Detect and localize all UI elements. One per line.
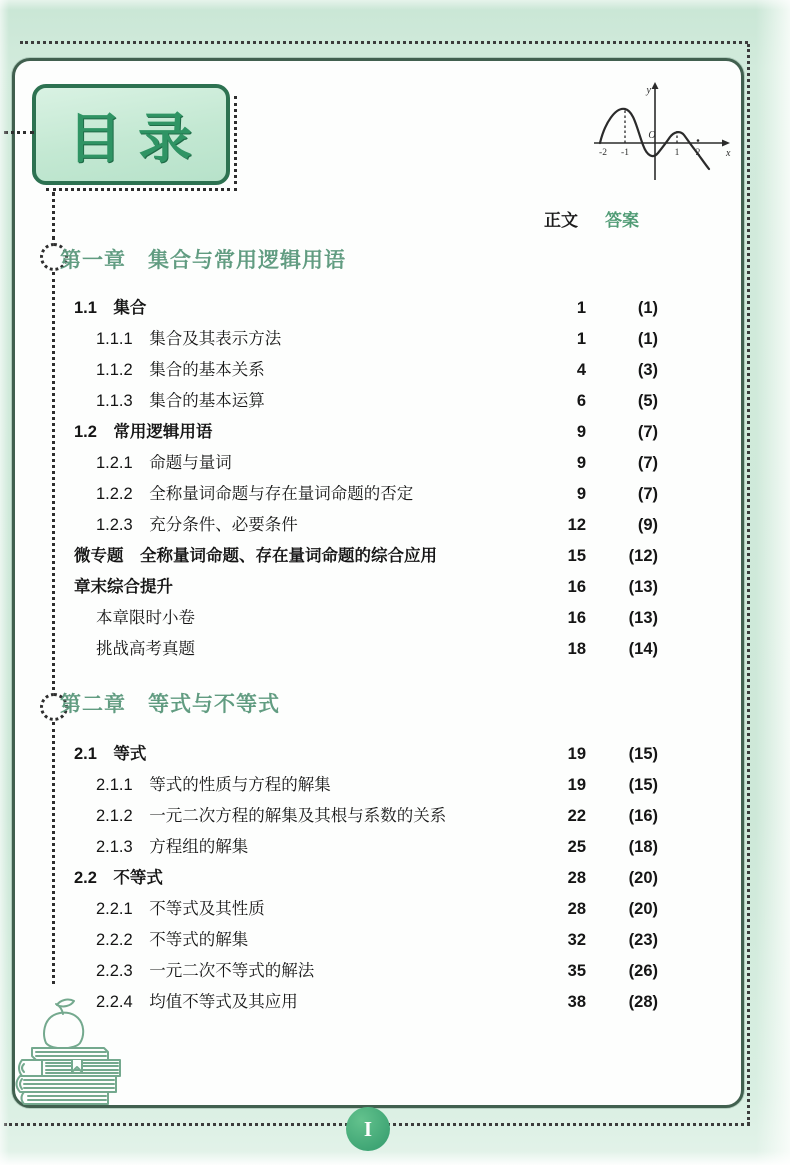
toc-item-label: 1.1.1 集合及其表示方法 (96, 330, 282, 348)
toc-item-answer-page: (1) (637, 299, 658, 317)
toc-item-label: 1.2.2 全称量词命题与存在量词命题的否定 (96, 485, 414, 503)
toc-item-label: 2.1.1 等式的性质与方程的解集 (96, 776, 331, 794)
toc-item-label: 2.1 等式 (74, 745, 147, 763)
graph-y-label: y (646, 85, 651, 96)
toc-row (74, 864, 658, 895)
toc-row (74, 833, 658, 864)
toc-row (74, 802, 658, 833)
dotted-frame-top (20, 41, 748, 44)
graph-origin-label: O (648, 130, 656, 141)
toc-row (74, 635, 658, 666)
toc-item-label: 2.2.4 均值不等式及其应用 (96, 993, 298, 1011)
toc-item-answer-page: (7) (637, 454, 658, 472)
toc-row (74, 325, 658, 356)
toc-item-answer-page: (13) (628, 578, 658, 596)
toc-item-answer-page: (3) (637, 361, 658, 379)
toc-item-answer-page: (14) (628, 640, 658, 658)
toc-item-label: 1.2.3 充分条件、必要条件 (96, 516, 298, 534)
toc-row (74, 387, 658, 418)
toc-item-label: 1.1 集合 (74, 299, 147, 317)
dotted-vertical-line (52, 192, 55, 240)
toc-item-answer-page: (13) (628, 609, 658, 627)
toc-item-answer-page: (1) (637, 330, 658, 348)
toc-item-label: 微专题 全称量词命题、存在量词命题的综合应用 (74, 547, 437, 565)
toc-item-main-page: 18 (567, 640, 586, 658)
toc-item-answer-page: (9) (637, 516, 658, 534)
toc-item-answer-page: (23) (628, 931, 658, 949)
toc-item-main-page: 35 (567, 962, 586, 980)
toc-row (74, 740, 658, 771)
toc-row (74, 771, 658, 802)
toc-item-label: 本章限时小卷 (96, 609, 195, 627)
answer-column-header: 答案 (605, 211, 639, 230)
graph-tick-2: 2 (695, 148, 701, 158)
toc-item-main-page: 9 (576, 423, 586, 441)
toc-item-label: 2.2.2 不等式的解集 (96, 931, 249, 949)
toc-item-main-page: 15 (567, 547, 586, 565)
toc-item-answer-page: (7) (637, 423, 658, 441)
toc-column-headers (74, 206, 658, 231)
graph-tick--2: -2 (599, 148, 607, 158)
dotted-frame-right (747, 44, 750, 1125)
chapter-title: 第一章 集合与常用逻辑用语 (60, 249, 346, 272)
toc-item-answer-page: (16) (628, 807, 658, 825)
toc-row (74, 926, 658, 957)
toc-row (74, 356, 658, 387)
toc-item-main-page: 1 (576, 330, 586, 348)
toc-item-main-page: 19 (567, 776, 586, 794)
toc-item-main-page: 22 (567, 807, 586, 825)
footer-page-number: I (363, 1116, 373, 1141)
toc-item-answer-page: (7) (637, 485, 658, 503)
toc-item-answer-page: (20) (628, 869, 658, 887)
toc-item-answer-page: (15) (628, 776, 658, 794)
toc-item-main-page: 16 (567, 578, 586, 596)
toc-item-label: 1.1.3 集合的基本运算 (96, 392, 265, 410)
toc-item-label: 1.1.2 集合的基本关系 (96, 361, 265, 379)
graph-tick-1: 1 (674, 148, 680, 158)
toc-item-label: 2.2 不等式 (74, 869, 163, 887)
toc-item-main-page: 16 (567, 609, 586, 627)
toc-item-main-page: 4 (576, 361, 586, 379)
toc-item-main-page: 32 (567, 931, 586, 949)
page-title: 目录 (68, 109, 208, 169)
chapter-title: 第二章 等式与不等式 (60, 693, 280, 716)
toc-row (74, 480, 658, 511)
toc-item-label: 2.2.3 一元二次不等式的解法 (96, 962, 315, 980)
toc-item-label: 2.2.1 不等式及其性质 (96, 900, 265, 918)
dotted-vertical-line (52, 722, 55, 984)
toc-item-label: 2.1.2 一元二次方程的解集及其根与系数的关系 (96, 807, 447, 825)
toc-row (74, 895, 658, 926)
toc-row (74, 294, 658, 325)
toc-item-answer-page: (15) (628, 745, 658, 763)
graph-tick--1: -1 (621, 148, 629, 158)
toc-item-main-page: 12 (567, 516, 586, 534)
toc-list (60, 246, 658, 1019)
toc-item-answer-page: (28) (628, 993, 658, 1011)
toc-item-main-page: 9 (576, 454, 586, 472)
dotted-branch-line (4, 131, 34, 134)
toc-item-main-page: 9 (576, 485, 586, 503)
toc-item-main-page: 19 (567, 745, 586, 763)
toc-item-main-page: 1 (576, 299, 586, 317)
chapter-heading (60, 246, 658, 276)
toc-item-label: 章末综合提升 (74, 578, 173, 596)
graph-x-label: x (726, 148, 731, 159)
footer-page-number-badge (346, 1107, 390, 1151)
toc-item-main-page: 28 (567, 900, 586, 918)
toc-item-main-page: 28 (567, 869, 586, 887)
toc-item-answer-page: (12) (628, 547, 658, 565)
dotted-vertical-line (52, 272, 55, 690)
toc-title-box (32, 84, 230, 185)
toc-item-answer-page: (5) (637, 392, 658, 410)
toc-row (74, 511, 658, 542)
polynomial-curve-graph-icon (592, 82, 732, 184)
toc-item-main-page: 38 (567, 993, 586, 1011)
toc-row (74, 957, 658, 988)
toc-item-label: 1.2.1 命题与量词 (96, 454, 232, 472)
toc-row (74, 418, 658, 449)
main-text-column-header: 正文 (544, 211, 578, 230)
toc-item-label: 挑战高考真题 (96, 640, 195, 658)
toc-item-answer-page: (18) (628, 838, 658, 856)
toc-item-main-page: 25 (567, 838, 586, 856)
toc-item-label: 2.1.3 方程组的解集 (96, 838, 249, 856)
toc-row (74, 449, 658, 480)
toc-row (74, 604, 658, 635)
toc-row (74, 988, 658, 1019)
toc-item-label: 1.2 常用逻辑用语 (74, 423, 213, 441)
apple-on-books-icon (8, 998, 132, 1106)
toc-row (74, 542, 658, 573)
chapter-heading (60, 690, 658, 720)
toc-item-answer-page: (26) (628, 962, 658, 980)
toc-row (74, 573, 658, 604)
toc-item-answer-page: (20) (628, 900, 658, 918)
toc-item-main-page: 6 (576, 392, 586, 410)
